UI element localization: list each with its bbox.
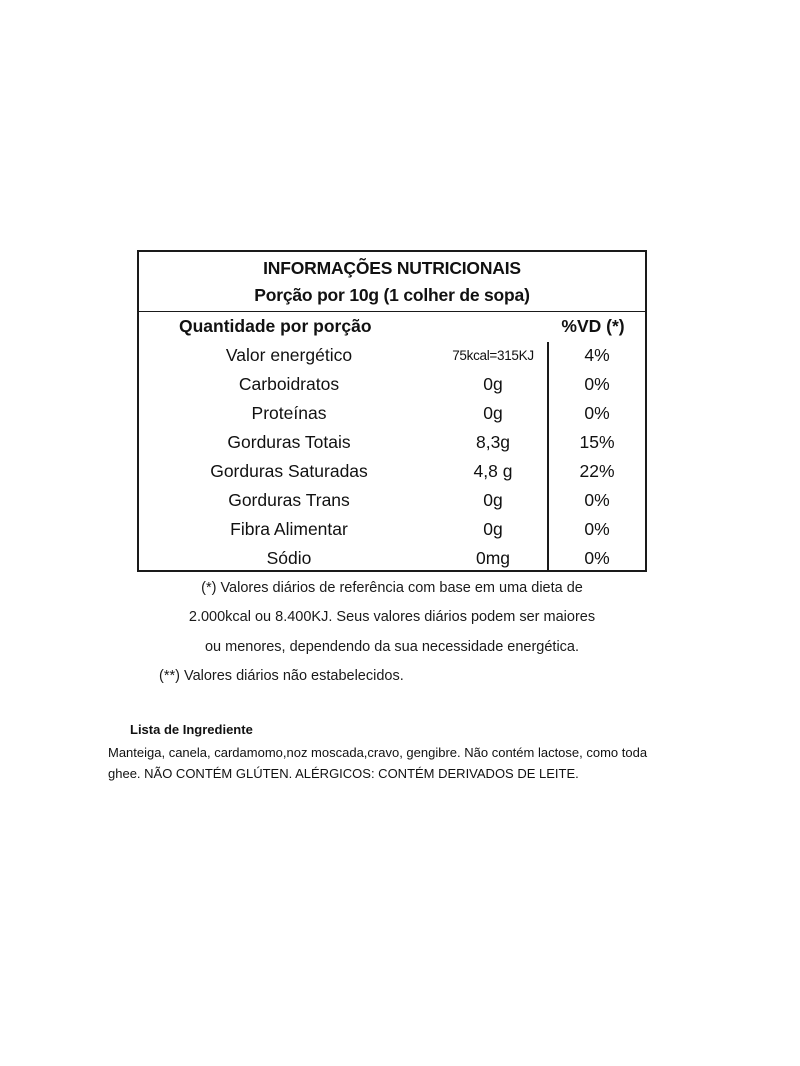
nutrient-row-total-fat: [139, 429, 645, 458]
nutrient-daily-value: 0%: [584, 490, 610, 510]
nutrient-name: Proteínas: [251, 403, 327, 423]
column-header-quantity: Quantidade por porção: [179, 316, 372, 336]
nutrient-amount: 4,8 g: [473, 461, 513, 481]
footnote-line: (**) Valores diários não estabelecidos.: [159, 668, 404, 684]
nutrient-name: Fibra Alimentar: [230, 519, 348, 539]
serving-size: Porção por 10g (1 colher de sopa): [254, 285, 530, 305]
nutrient-row-dietary-fiber: [139, 516, 645, 545]
footnote-line: (*) Valores diários de referência com base em uma dieta de: [201, 580, 583, 596]
nutrient-amount: 0g: [483, 403, 503, 423]
label-title: INFORMAÇÕES NUTRICIONAIS: [263, 258, 521, 278]
nutrient-name: Gorduras Saturadas: [210, 461, 368, 481]
nutrient-amount: 75kcal=315KJ: [452, 348, 534, 363]
nutrient-daily-value: 0%: [584, 548, 610, 568]
nutrient-daily-value: 0%: [584, 374, 610, 394]
nutrient-daily-value: 0%: [584, 519, 610, 539]
nutrient-row-trans-fat: [139, 487, 645, 516]
nutrient-name: Carboidratos: [238, 374, 340, 394]
nutrient-amount: 0g: [483, 490, 503, 510]
ingredients-title: Lista de Ingrediente: [130, 722, 253, 737]
nutrient-daily-value: 15%: [579, 432, 615, 452]
nutrient-row-saturated-fat: [139, 458, 645, 487]
nutrient-daily-value: 4%: [584, 345, 610, 365]
nutrient-name: Sódio: [266, 548, 312, 568]
nutrient-row-sodium: [139, 545, 645, 574]
nutrient-name: Gorduras Totais: [227, 432, 351, 452]
footnote-line: ou menores, dependendo da sua necessidade energética.: [204, 639, 580, 655]
nutrient-amount: 0mg: [475, 548, 511, 568]
column-header-daily-value: %VD (*): [561, 316, 625, 336]
label-header: [139, 252, 645, 312]
nutrient-daily-value: 22%: [579, 461, 615, 481]
nutrient-amount: 0g: [483, 519, 503, 539]
footnote-line: 2.000kcal ou 8.400KJ. Seus valores diários podem ser maiores: [188, 609, 596, 625]
nutrient-amount: 8,3g: [475, 432, 511, 452]
nutrient-row-proteins: [139, 400, 645, 429]
nutrient-row-carbohydrates: [139, 371, 645, 400]
nutrient-daily-value: 0%: [584, 403, 610, 423]
ingredients-line: ghee. NÃO CONTÉM GLÚTEN. ALÉRGICOS: CONTÉM DERIVADOS DE LEITE.: [108, 766, 579, 781]
ingredients-line: Manteiga, canela, cardamomo,noz moscada,cravo, gengibre. Não contém lactose, como toda: [108, 745, 648, 760]
ingredients-list: [108, 742, 708, 784]
nutrient-name: Gorduras Trans: [228, 490, 350, 510]
nutrient-row-energy: [139, 342, 645, 371]
nutrition-facts-label: [137, 250, 647, 572]
nutrient-amount: 0g: [483, 374, 503, 394]
nutrient-name: Valor energético: [225, 345, 353, 365]
